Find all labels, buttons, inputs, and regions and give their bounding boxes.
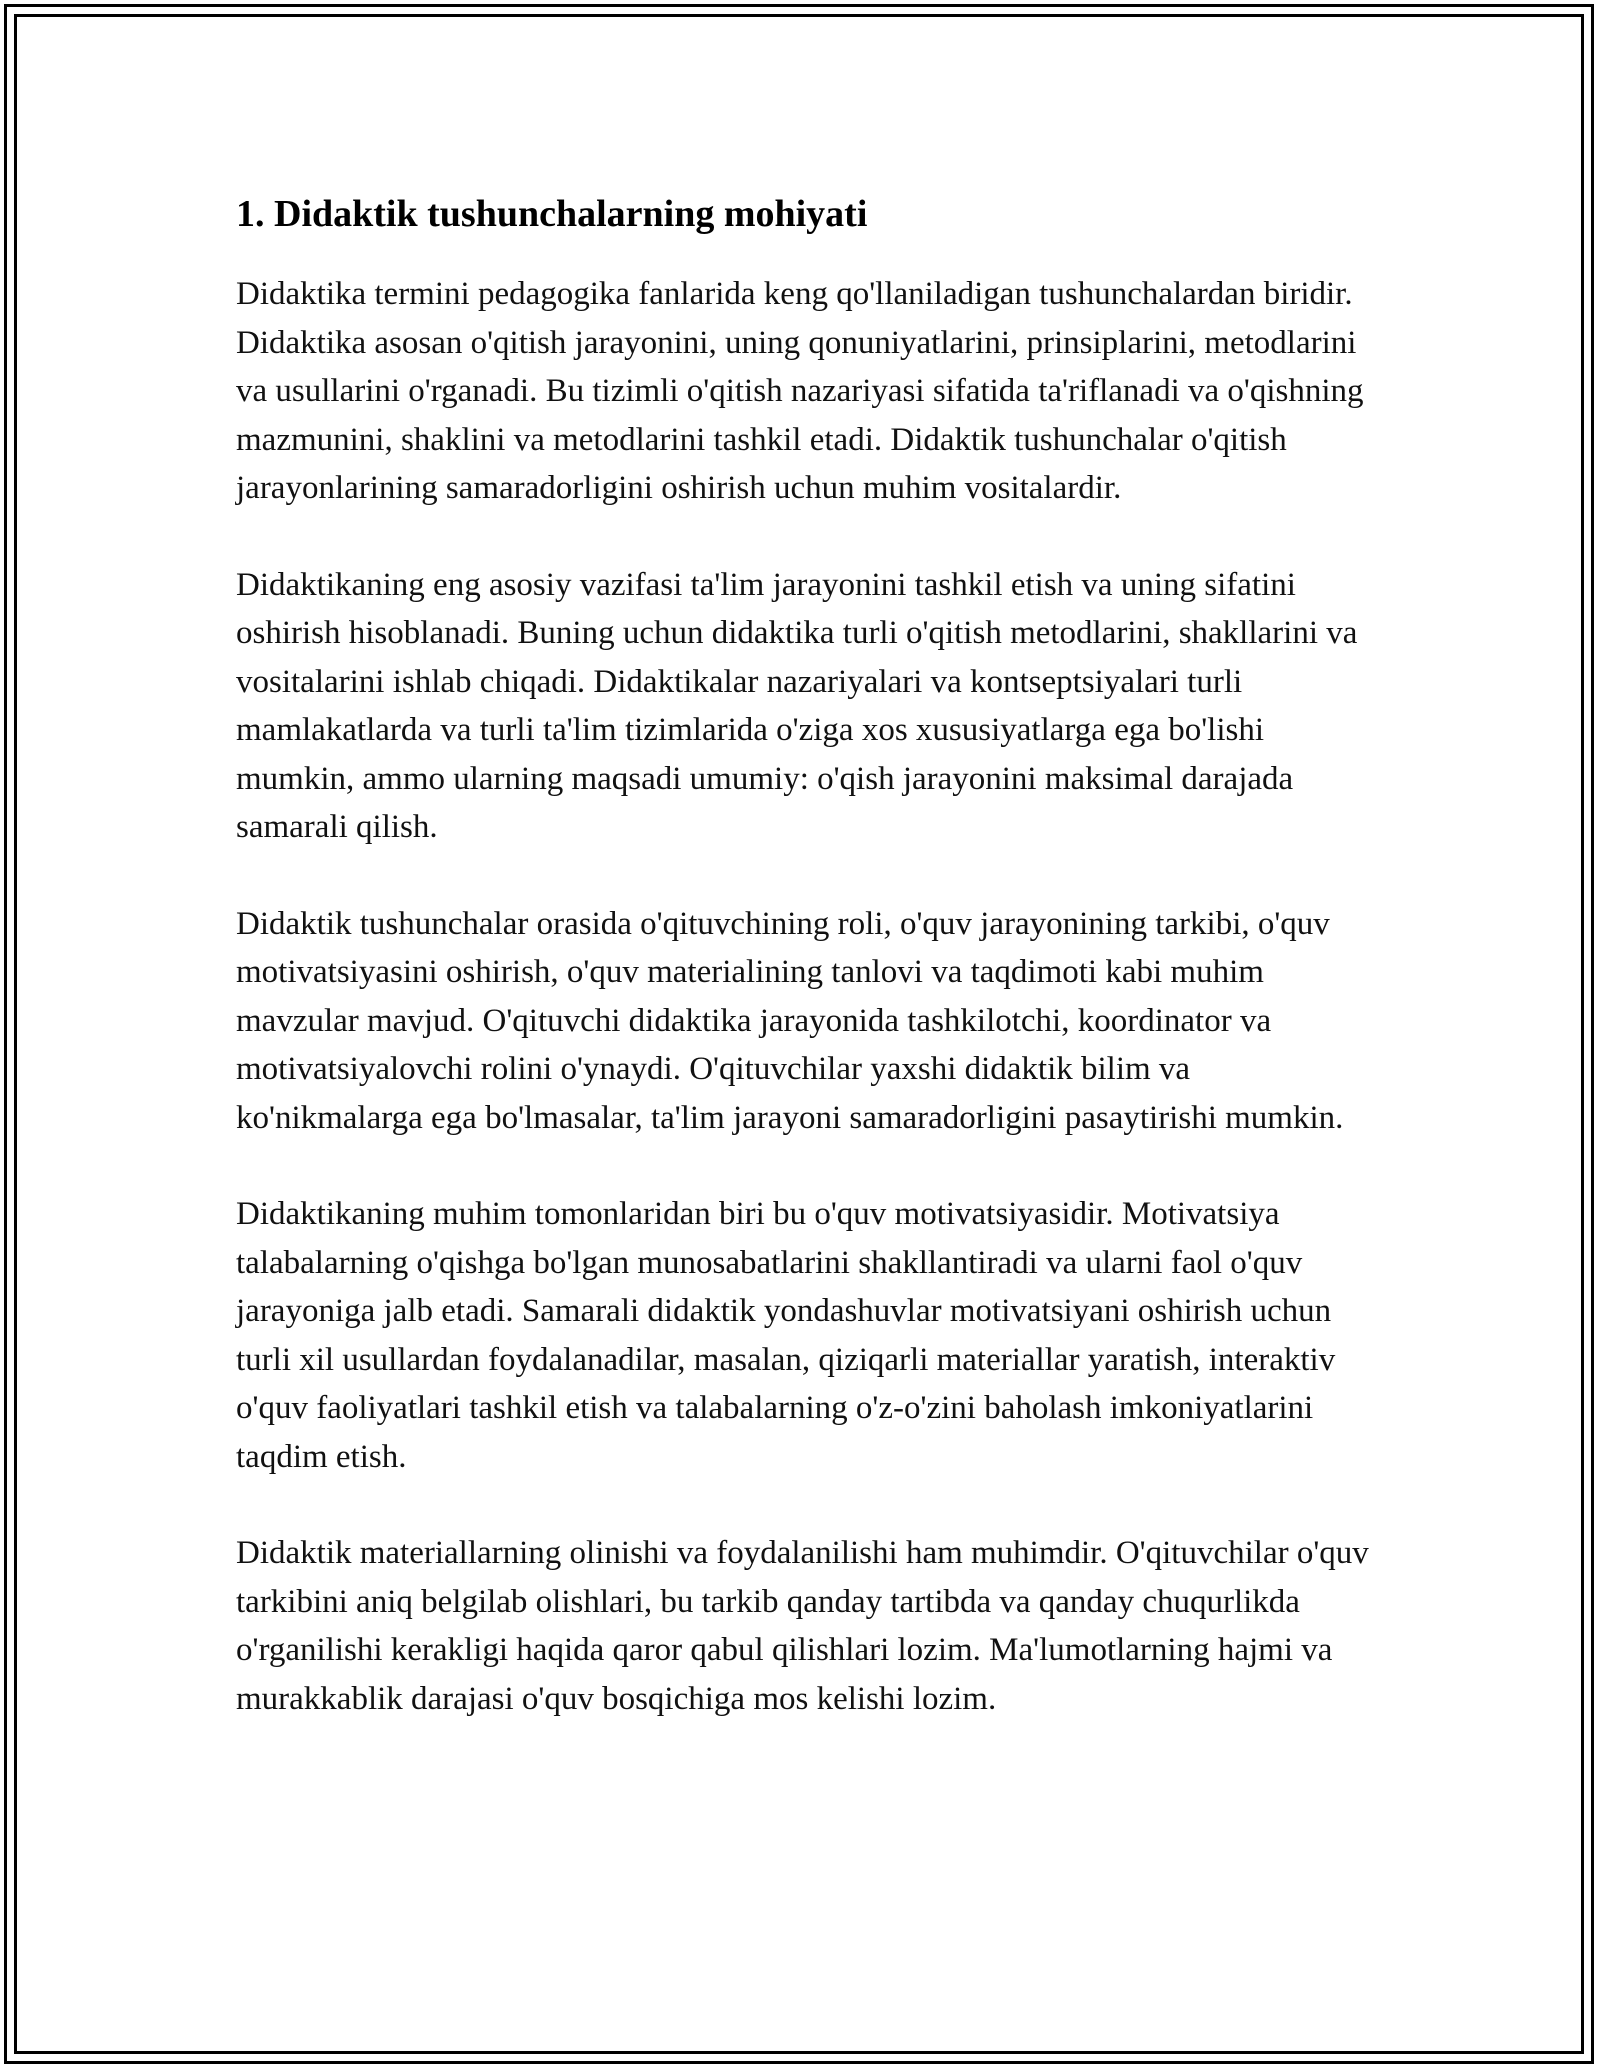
paragraph-3: Didaktik tushunchalar orasida o'qituvchining roli, o'quv jarayonining tarkibi, o'quv motivatsiyasini oshirish, o'quv materialining tanlovi va taqdimoti kabi muhim mavzular mavjud. O'qituvchi didaktika jarayonida tashkilotchi, koordinator va motivatsiyalovchi rolini o'ynaydi. O'qituvchilar yaxshi didaktik bilim va ko'nikmalarga ega bo'lmasalar, ta'lim jarayoni samaradorligini pasaytirishi mumkin. xyxy=(236,905,1344,1136)
section-heading: 1. Didaktik tushunchalarning mohiyati xyxy=(236,193,868,235)
paragraph-5: Didaktik materiallarning olinishi va foydalanilishi ham muhimdir. O'qituvchilar o'quv tarkibini aniq belgilab olishlari, bu tarkib qanday tartibda va qanday chuqurlikda o'rganilishi kerakligi haqida qaror qabul qilishlari lozim. Ma'lumotlarning hajmi va murakkablik darajasi o'quv bosqichiga mos kelishi lozim. xyxy=(236,1535,1369,1717)
paragraph-1: Didaktika termini pedagogika fanlarida keng qo'llaniladigan tushunchalardan biridir. Didaktika asosan o'qitish jarayonini, uning qonuniyatlarini, prinsiplarini, metodlarini va usullarini o'rganadi. Bu tizimli o'qitish nazariyasi sifatida ta'riflanadi va o'qishning mazmunini, shaklini va metodlarini tashkil etadi. Didaktik tushunchalar o'qitish jarayonlarining samaradorligini oshirish uchun muhim vositalardir. xyxy=(236,276,1364,506)
document-body xyxy=(236,186,1376,1771)
paragraph-4: Didaktikaning muhim tomonlaridan biri bu o'quv motivatsiyasidir. Motivatsiya talabalarning o'qishga bo'lgan munosabatlarini shakllantiradi va ularni faol o'quv jarayoniga jalb etadi. Samarali didaktik yondashuvlar motivatsiyani oshirish uchun turli xil usullardan foydalanadilar, masalan, qiziqarli materiallar yaratish, interaktiv o'quv faoliyatlari tashkil etish va talabalarning o'z-o'zini baholash imkoniyatlarini taqdim etish. xyxy=(236,1196,1336,1475)
paragraph-2: Didaktikaning eng asosiy vazifasi ta'lim jarayonini tashkil etish va uning sifatini oshirish hisoblanadi. Buning uchun didaktika turli o'qitish metodlarini, shakllarini va vositalarini ishlab chiqadi. Didaktikalar nazariyalari va kontseptsiyalari turli mamlakatlarda va turli ta'lim tizimlarida o'ziga xos xususiyatlarga ega bo'lishi mumkin, ammo ularning maqsadi umumiy: o'qish jarayonini maksimal darajada samarali qilish. xyxy=(236,566,1358,845)
